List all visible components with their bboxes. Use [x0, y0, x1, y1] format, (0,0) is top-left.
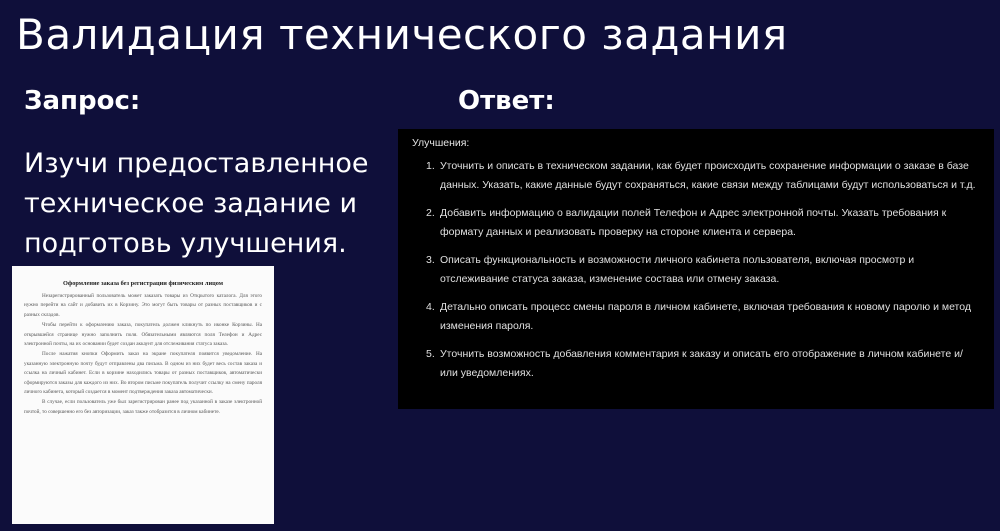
document-paragraph: Незарегистрированный пользователь может заказать товары из Открытого каталога. Для этого нужно перейти на сайт и добавить их в Корзину. Это могут быть товары от разных поставщиков и с разных складов.: [24, 293, 262, 318]
slide-title: Валидация технического задания: [16, 10, 788, 59]
item-text: Детально описать процесс смены пароля в личном кабинете, включая требования к новому паролю и метод изменения пароля.: [440, 301, 971, 332]
list-item: [412, 204, 980, 242]
item-text: Уточнить и описать в техническом задании, как будет происходить сохранение информации о заказе в базе данных. Указать, какие данные будут сохраняться, какие связи между таблицами будут использоваться и т.д.: [440, 160, 976, 191]
list-item: [412, 345, 980, 383]
request-label: Запрос:: [24, 86, 141, 116]
item-text: Добавить информацию о валидации полей Телефон и Адрес электронной почты. Указать требования к формату данных и реализовать проверку на стороне клиента и сервера.: [440, 207, 947, 238]
answer-header: Улучшения:: [412, 137, 470, 149]
item-number: 4.: [426, 301, 435, 313]
spec-document-image: [12, 266, 274, 524]
document-paragraph: В случае, если пользователь уже был зарегистрирован ранее под указанной в заказе электронной почтой, то совершенно его без авторизации, заказ также отобразится в личном кабинете.: [24, 399, 262, 415]
item-text: Уточнить возможность добавления комментария к заказу и описать его отображение в личном кабинете и/или уведомлениях.: [440, 348, 963, 379]
request-text: [24, 144, 404, 264]
list-item: [412, 251, 980, 289]
document-paragraph: Чтобы перейти к оформлению заказа, покупатель должен кликнуть по иконке Корзины. На открывшейся странице нужно заполнить поля. Обязательными являются поля Телефон и Адрес электронной почты, на их основании будет создан аккаунт для отслеживания статуса заказа.: [24, 322, 262, 348]
item-number: 2.: [426, 207, 435, 219]
item-number: 1.: [426, 160, 435, 172]
improvements-list: [412, 157, 980, 383]
item-number: 3.: [426, 254, 435, 266]
document-paragraph: После нажатия кнопки Оформить заказ на экране покупателя появится уведомление. На указанную электронную почту будут отправлены два письма. В одном из них будет весь состав заказа и ссылка на личный кабинет. Если в корзине находились товары от разных поставщиков, автоматически сформируются заказы для каждого из них. Во втором письме покупатель получит ссылку на смену пароля личного кабинета, который создается в момент подтверждения заказа автоматически.: [24, 351, 262, 396]
document-title: Оформление заказа без регистрации физическим лицом: [62, 280, 224, 287]
item-text: Описать функциональность и возможности личного кабинета пользователя, включая просмотр и отслеживание статуса заказа, изменение состава или отмену заказа.: [440, 254, 915, 285]
answer-label: Ответ:: [458, 86, 555, 116]
answer-screenshot: [398, 129, 994, 409]
item-number: 5.: [426, 348, 435, 360]
list-item: [412, 157, 980, 195]
list-item: [412, 298, 980, 336]
request-line: подготовь улучшения.: [24, 228, 347, 259]
request-line: техническое задание и: [24, 188, 358, 219]
request-line: Изучи предоставленное: [24, 148, 369, 179]
